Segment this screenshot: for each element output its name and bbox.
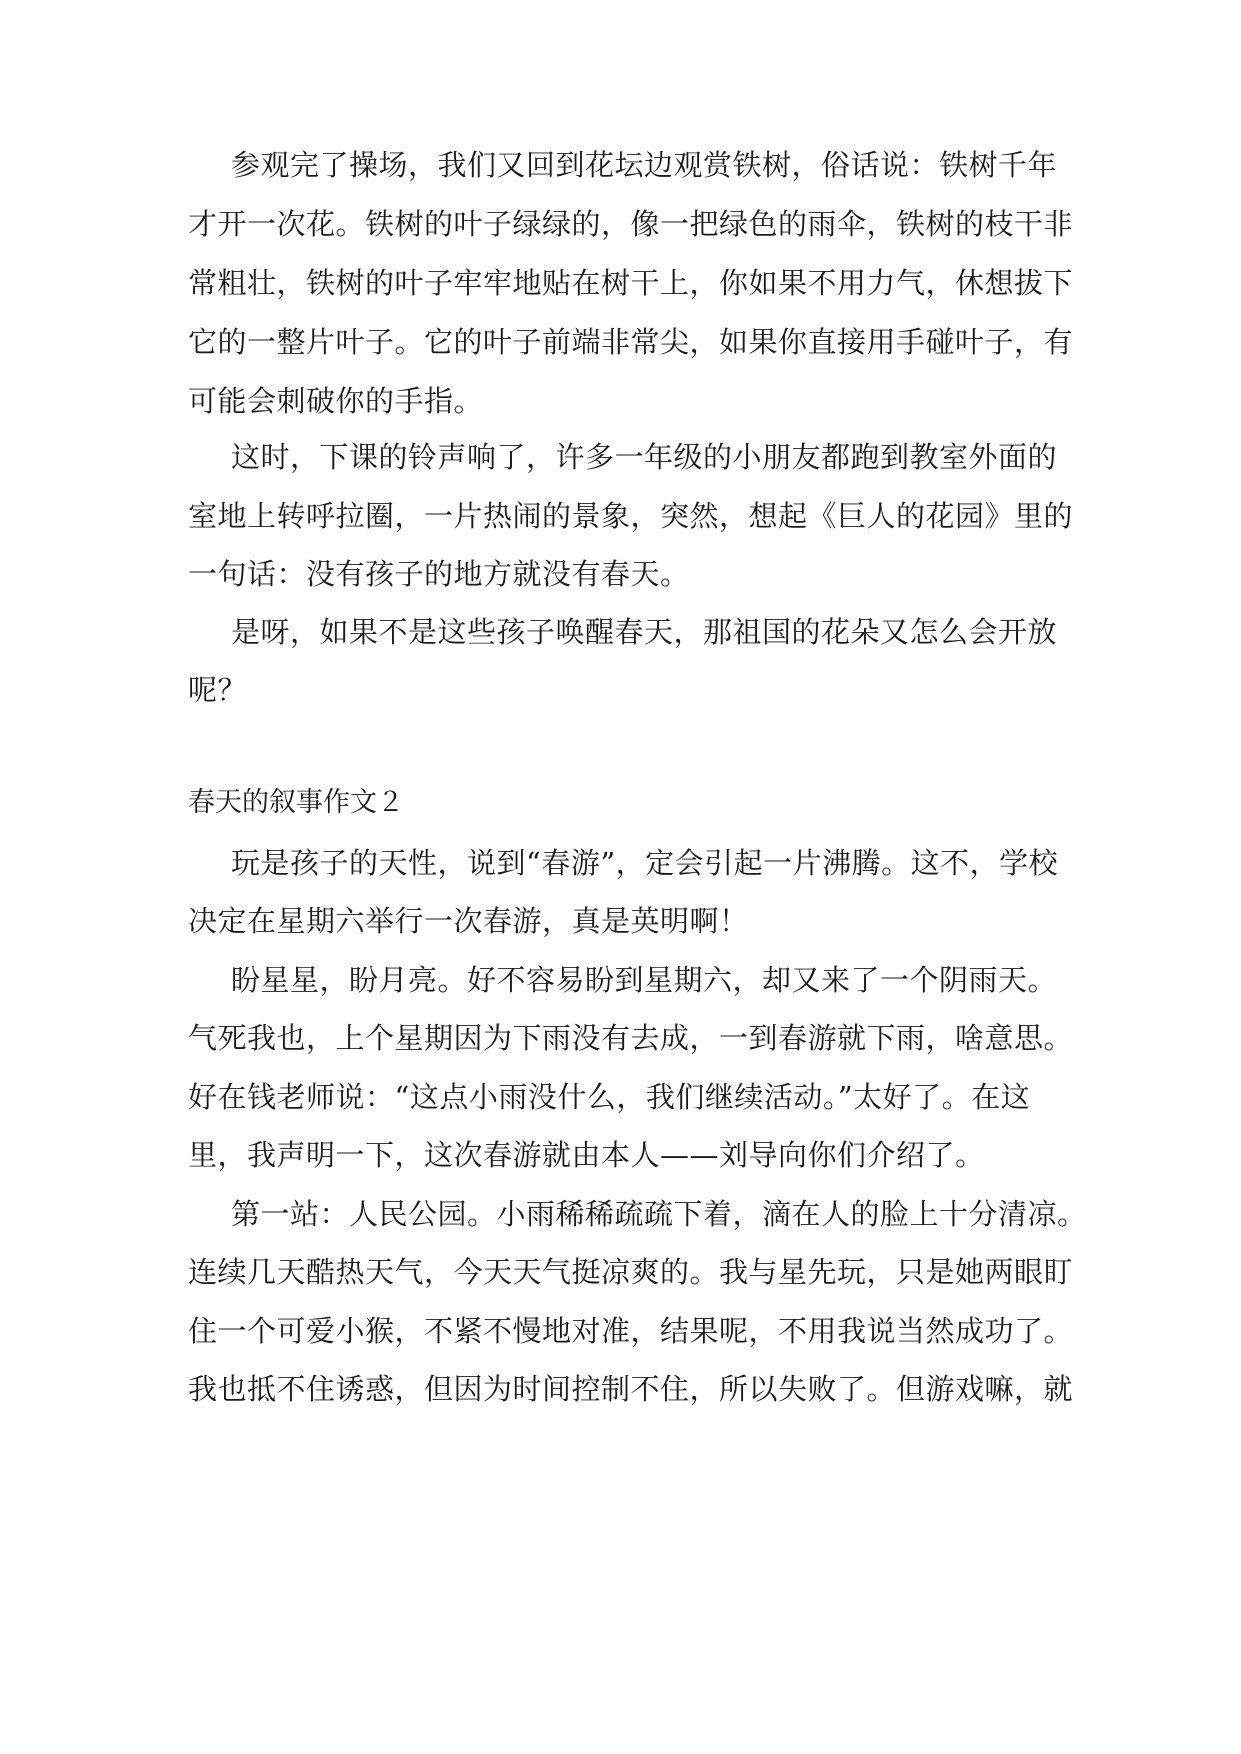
paragraph-line: 我也抵不住诱惑，但因为时间控制不住，所以失败了。但游戏嘛，就 xyxy=(188,1372,1074,1406)
paragraph-line: 好在钱老师说：“这点小雨没什么，我们继续活动。”太好了。在这 xyxy=(188,1080,1031,1114)
paragraph-line: 玩是孩子的天性，说到“春游”，定会引起一片沸腾。这不，学校 xyxy=(231,846,1059,880)
paragraph-line: 第一站：人民公园。小雨稀稀疏疏下着，滴在人的脸上十分清凉。 xyxy=(231,1197,1087,1231)
paragraph-line: 呢？ xyxy=(188,673,248,707)
paragraph-line: 住一个可爱小猴，不紧不慢地对准，结果呢，不用我说当然成功了。 xyxy=(188,1314,1074,1348)
paragraph-line: 这时，下课的铃声响了，许多一年级的小朋友都跑到教室外面的 xyxy=(231,440,1058,474)
paragraph-line: 室地上转呼拉圈，一片热闹的景象，突然，想起《巨人的花园》里的 xyxy=(188,499,1074,533)
section-heading: 春天的叙事作文２ xyxy=(188,787,404,818)
paragraph-line: 里，我声明一下，这次春游就由本人——刘导向你们介绍了。 xyxy=(188,1138,985,1172)
paragraph-line: 连续几天酷热天气，今天天气挺凉爽的。我与星先玩，只是她两眼盯 xyxy=(188,1255,1074,1289)
paragraph-line: 是呀，如果不是这些孩子唤醒春天，那祖国的花朵又怎么会开放 xyxy=(231,615,1058,649)
paragraph-line: 气死我也，上个星期因为下雨没有去成，一到春游就下雨，啥意思。 xyxy=(188,1021,1074,1055)
paragraph-line: 常粗壮，铁树的叶子牢牢地贴在树干上，你如果不用力气，休想拔下 xyxy=(188,266,1074,300)
paragraph-line: 盼星星，盼月亮。好不容易盼到星期六，却又来了一个阴雨天。 xyxy=(231,963,1058,997)
paragraph-line: 一句话：没有孩子的地方就没有春天。 xyxy=(188,557,690,591)
paragraph-line: 才开一次花。铁树的叶子绿绿的，像一把绿色的雨伞，铁树的枝干非 xyxy=(188,207,1074,241)
paragraph-line: 可能会刺破你的手指。 xyxy=(188,384,484,418)
paragraph-line: 决定在星期六举行一次春游，真是英明啊！ xyxy=(188,904,749,938)
paragraph-line: 它的一整片叶子。它的叶子前端非常尖，如果你直接用手碰叶子，有 xyxy=(188,325,1074,359)
paragraph-line: 参观完了操场，我们又回到花坛边观赏铁树，俗话说：铁树千年 xyxy=(231,148,1058,182)
